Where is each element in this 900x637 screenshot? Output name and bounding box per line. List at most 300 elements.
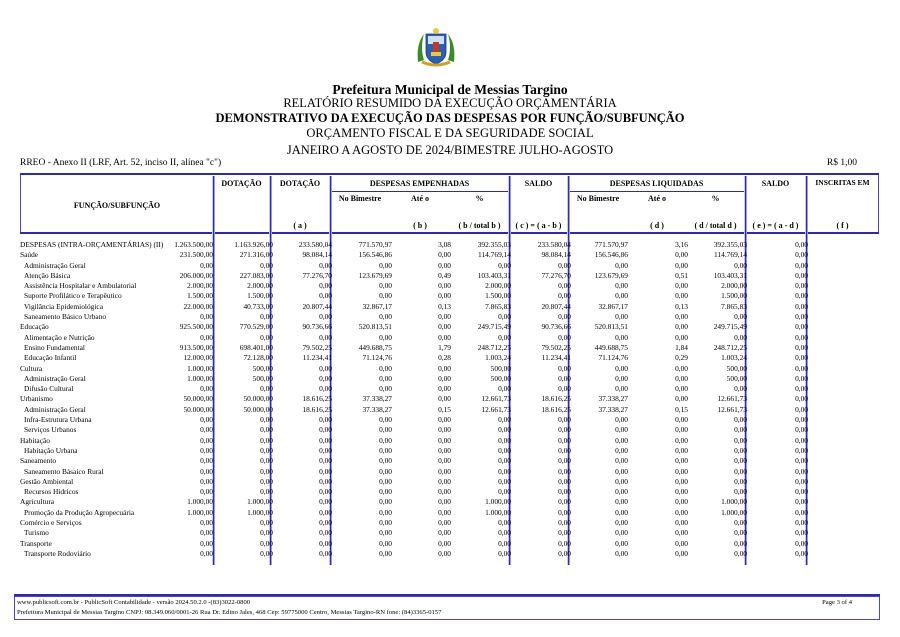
- row-value: 0,00: [319, 466, 332, 476]
- row-value: 7.865,83: [721, 301, 747, 311]
- table-row: [20, 415, 880, 425]
- report-title: DEMONSTRATIVO DA EXECUÇÃO DAS DESPESAS POR FUNÇÃO/SUBFUNÇÃO: [215, 111, 685, 125]
- row-value: 0,00: [558, 456, 571, 466]
- row-value: 0,00: [558, 291, 571, 301]
- row-value: 0,49: [438, 270, 451, 280]
- row-value: 0,00: [795, 250, 808, 260]
- row-value: 0,00: [260, 518, 273, 528]
- row-value: 0,28: [438, 353, 451, 363]
- row-value: 271.316,00: [239, 250, 273, 260]
- row-value: 1.000,00: [721, 497, 747, 507]
- row-value: 0,00: [675, 281, 688, 291]
- row-value: 0,00: [615, 507, 628, 517]
- row-value: 0,00: [795, 476, 808, 486]
- row-value: 0,00: [319, 415, 332, 425]
- row-value: 0,00: [615, 373, 628, 383]
- row-value: 12.661,73: [481, 394, 511, 404]
- row-label: Administração Geral: [24, 373, 86, 383]
- row-value: 0,00: [558, 528, 571, 538]
- row-value: 0,00: [558, 384, 571, 394]
- row-value: 1.500,00: [187, 291, 213, 301]
- row-value: 0,00: [200, 518, 213, 528]
- row-value: 0,00: [795, 342, 808, 352]
- row-value: 0,00: [319, 487, 332, 497]
- row-value: 0,00: [379, 518, 392, 528]
- row-value: 0,00: [438, 332, 451, 342]
- table-row: [20, 508, 880, 518]
- row-value: 0,00: [734, 415, 747, 425]
- row-value: 0,00: [200, 435, 213, 445]
- table-header-bottom-rule: [20, 232, 879, 234]
- row-value: 0,00: [498, 260, 511, 270]
- row-label: Habitação: [20, 435, 50, 445]
- table-row: [20, 528, 880, 538]
- row-value: 0,00: [734, 476, 747, 486]
- row-label: Saúde: [20, 250, 39, 260]
- row-value: 0,00: [319, 291, 332, 301]
- row-value: 90.736,66: [302, 322, 332, 332]
- row-value: 0,00: [795, 301, 808, 311]
- table-row: [20, 333, 880, 343]
- row-label: Suporte Profilático e Terapêutico: [24, 291, 122, 301]
- row-value: 0,00: [438, 312, 451, 322]
- row-value: 0,00: [200, 456, 213, 466]
- row-value: 77.276,70: [302, 270, 332, 280]
- row-label: Urbanismo: [20, 394, 53, 404]
- col-header-dotacao-a: ( a ): [293, 221, 307, 230]
- row-value: 0,00: [795, 425, 808, 435]
- row-value: 0,00: [260, 466, 273, 476]
- row-value: 50.000,00: [243, 394, 273, 404]
- row-value: 0,00: [498, 548, 511, 558]
- row-value: 0,00: [675, 445, 688, 455]
- row-value: 0,00: [498, 487, 511, 497]
- row-value: 0,00: [379, 281, 392, 291]
- col-header-inscritas-f: ( f ): [836, 221, 849, 230]
- row-label: Habitação Urbana: [24, 445, 78, 455]
- row-value: 0,00: [675, 528, 688, 538]
- table-row: [20, 436, 880, 446]
- row-label: Transporte Rodoviário: [24, 548, 91, 558]
- report-period: JANEIRO A AGOSTO DE 2024/BIMESTRE JULHO-AGOSTO: [286, 143, 614, 157]
- row-value: 79.502,25: [302, 342, 332, 352]
- row-value: 0,13: [438, 301, 451, 311]
- row-value: 0,00: [438, 384, 451, 394]
- row-value: 0,00: [615, 332, 628, 342]
- row-value: 0,00: [558, 363, 571, 373]
- row-value: 0,00: [558, 312, 571, 322]
- row-value: 249.715,49: [713, 322, 747, 332]
- row-value: 0,00: [615, 528, 628, 538]
- table-row: [20, 384, 880, 394]
- row-value: 500,00: [252, 373, 273, 383]
- row-value: 0,00: [615, 445, 628, 455]
- row-value: 0,00: [795, 518, 808, 528]
- budget-scope: ORÇAMENTO FISCAL E DA SEGURIDADE SOCIAL: [306, 126, 594, 140]
- row-label: Transporte: [20, 538, 52, 548]
- table-row: [20, 549, 880, 559]
- row-value: 123.679,69: [358, 270, 392, 280]
- row-value: 0,00: [734, 332, 747, 342]
- row-value: 0,00: [795, 497, 808, 507]
- row-label: Educação Infantil: [24, 353, 77, 363]
- col-header-liq-d: ( d ): [650, 221, 664, 230]
- row-value: 20.807,44: [541, 301, 571, 311]
- row-value: 0,00: [260, 415, 273, 425]
- row-value: 0,00: [615, 538, 628, 548]
- row-value: 0,00: [379, 528, 392, 538]
- row-value: 0,00: [498, 528, 511, 538]
- row-value: 0,00: [558, 425, 571, 435]
- table-top-rule: [20, 173, 879, 175]
- row-value: 0,00: [734, 466, 747, 476]
- row-label: Recursos Hídricos: [24, 487, 79, 497]
- row-value: 0,00: [379, 548, 392, 558]
- row-value: 0,00: [438, 425, 451, 435]
- row-value: 0,00: [438, 394, 451, 404]
- row-value: 0,00: [379, 466, 392, 476]
- row-value: 248.712,25: [713, 342, 747, 352]
- row-value: 0,00: [319, 384, 332, 394]
- row-value: 0,00: [675, 373, 688, 383]
- row-value: 0,00: [438, 466, 451, 476]
- row-value: 0,00: [438, 548, 451, 558]
- row-value: 12.661,73: [717, 404, 747, 414]
- row-value: 0,00: [379, 415, 392, 425]
- row-value: 520.813,51: [594, 322, 628, 332]
- row-value: 1.000,00: [485, 497, 511, 507]
- row-value: 0,00: [260, 476, 273, 486]
- row-value: 0,00: [319, 435, 332, 445]
- row-value: 0,00: [260, 425, 273, 435]
- row-value: 0,00: [438, 476, 451, 486]
- row-value: 500,00: [726, 363, 747, 373]
- row-value: 0,00: [558, 373, 571, 383]
- row-value: 0,00: [558, 476, 571, 486]
- row-value: 0,00: [795, 270, 808, 280]
- row-value: 0,00: [200, 548, 213, 558]
- row-label: Agricultura: [20, 497, 55, 507]
- row-value: 0,00: [795, 312, 808, 322]
- row-value: 0,00: [795, 384, 808, 394]
- row-value: 0,00: [615, 363, 628, 373]
- empenhadas-group-rule: [330, 191, 509, 192]
- row-value: 0,00: [734, 260, 747, 270]
- row-value: 449.688,75: [594, 342, 628, 352]
- row-label: Saneamento: [20, 456, 57, 466]
- row-value: 0,00: [200, 538, 213, 548]
- row-label: Serviços Urbanos: [24, 425, 77, 435]
- row-value: 0,00: [615, 415, 628, 425]
- row-value: 0,00: [795, 528, 808, 538]
- table-row: [20, 425, 880, 435]
- row-value: 0,00: [438, 445, 451, 455]
- row-value: 233.580,04: [298, 240, 332, 249]
- row-value: 0,00: [795, 332, 808, 342]
- row-value: 103.403,31: [713, 270, 747, 280]
- row-value: 0,00: [260, 445, 273, 455]
- row-value: 50.000,00: [183, 394, 213, 404]
- row-value: 0,00: [675, 250, 688, 260]
- row-value: 1.000,00: [485, 507, 511, 517]
- row-value: 0,00: [498, 466, 511, 476]
- row-value: 0,00: [319, 518, 332, 528]
- row-value: 37.338,27: [362, 404, 392, 414]
- table-row: [20, 240, 880, 250]
- row-value: 0,00: [319, 497, 332, 507]
- row-label: Vigilância Epidemiológica: [24, 301, 103, 311]
- row-value: 22.000,00: [183, 301, 213, 311]
- table-row: [20, 487, 880, 497]
- col-header-emp-b: ( b ): [413, 221, 427, 230]
- row-value: 0,00: [498, 425, 511, 435]
- row-value: 500,00: [252, 363, 273, 373]
- row-value: 79.502,25: [541, 342, 571, 352]
- row-label: Atenção Básica: [24, 270, 71, 280]
- row-value: 0,00: [498, 456, 511, 466]
- row-value: 0,00: [675, 312, 688, 322]
- table-row: [20, 518, 880, 528]
- row-value: 0,00: [200, 312, 213, 322]
- row-value: 156.546,86: [594, 250, 628, 260]
- row-value: 0,00: [260, 548, 273, 558]
- row-value: 0,00: [734, 548, 747, 558]
- row-value: 71.124,76: [598, 353, 628, 363]
- row-value: 0,00: [438, 291, 451, 301]
- organization-name: Prefeitura Municipal de Messias Targino: [332, 82, 568, 97]
- table-row: [20, 261, 880, 271]
- row-value: 0,00: [675, 487, 688, 497]
- row-value: 0,00: [615, 518, 628, 528]
- row-value: 0,00: [795, 322, 808, 332]
- row-value: 0,00: [795, 456, 808, 466]
- row-value: 0,00: [379, 312, 392, 322]
- table-row: [20, 302, 880, 312]
- row-value: 231.500,00: [179, 250, 213, 260]
- row-value: 0,00: [615, 312, 628, 322]
- row-value: 37.338,27: [598, 404, 628, 414]
- row-value: 0,00: [200, 384, 213, 394]
- row-value: 1.000,00: [187, 507, 213, 517]
- col-header-saldo-c-formula: ( c ) = ( a - b ): [515, 221, 562, 230]
- annex-reference: RREO - Anexo II (LRF, Art. 52, inciso II, alínea "c"): [20, 158, 222, 168]
- table-row: [20, 539, 880, 549]
- table-row: [20, 291, 880, 301]
- row-value: 500,00: [490, 363, 511, 373]
- row-value: 0,00: [260, 487, 273, 497]
- row-value: 0,00: [498, 415, 511, 425]
- row-value: 0,00: [379, 445, 392, 455]
- row-value: 0,15: [438, 404, 451, 414]
- table-row: [20, 281, 880, 291]
- row-value: 0,00: [795, 353, 808, 363]
- row-label: Saneamento Básaico Rural: [24, 466, 104, 476]
- row-value: 0,00: [319, 363, 332, 373]
- row-value: 0,00: [319, 445, 332, 455]
- row-value: 2.000,00: [187, 281, 213, 291]
- row-value: 0,00: [319, 281, 332, 291]
- row-value: 0,00: [615, 291, 628, 301]
- row-value: 206.000,00: [179, 270, 213, 280]
- row-value: 0,00: [558, 487, 571, 497]
- row-value: 0,00: [319, 456, 332, 466]
- row-value: 20.807,44: [302, 301, 332, 311]
- row-value: 114.769,14: [478, 250, 511, 260]
- row-value: 90.736,66: [541, 322, 571, 332]
- row-value: 2.000,00: [485, 281, 511, 291]
- row-value: 1.000,00: [187, 497, 213, 507]
- row-value: 0,00: [260, 312, 273, 322]
- row-value: 248.712,25: [477, 342, 511, 352]
- row-value: 0,00: [615, 435, 628, 445]
- row-value: 925.500,00: [179, 322, 213, 332]
- row-value: 1.000,00: [721, 507, 747, 517]
- table-row: [20, 446, 880, 456]
- row-value: 1.003,24: [721, 353, 747, 363]
- row-value: 0,00: [438, 538, 451, 548]
- row-value: 40.733,00: [243, 301, 273, 311]
- row-value: 0,00: [795, 240, 808, 249]
- row-value: 0,00: [675, 497, 688, 507]
- row-value: 0,00: [615, 548, 628, 558]
- row-label: Ensino Fundamental: [24, 342, 85, 352]
- row-value: 0,00: [675, 260, 688, 270]
- row-value: 0,00: [498, 312, 511, 322]
- table-row: [20, 312, 880, 322]
- row-value: 0,00: [795, 538, 808, 548]
- row-value: 233.580,04: [537, 240, 571, 249]
- row-value: 0,00: [795, 291, 808, 301]
- row-value: 0,00: [319, 476, 332, 486]
- row-value: 0,00: [615, 384, 628, 394]
- row-value: 1.263.500,00: [174, 240, 213, 249]
- row-value: 0,00: [498, 476, 511, 486]
- row-value: 0,00: [558, 435, 571, 445]
- row-value: 1.000,00: [247, 497, 273, 507]
- row-value: 0,00: [615, 466, 628, 476]
- row-value: 50.000,00: [243, 404, 273, 414]
- row-value: 0,29: [675, 353, 688, 363]
- row-value: 0,00: [200, 487, 213, 497]
- row-value: 11.234,41: [541, 353, 571, 363]
- row-label: Promoção da Produção Agropecuária: [24, 507, 135, 517]
- table-row: [20, 497, 880, 507]
- row-value: 0,00: [319, 373, 332, 383]
- row-value: 1.000,00: [187, 363, 213, 373]
- col-header-funcao: FUNÇÃO/SUBFUNÇÃO: [73, 201, 161, 210]
- row-value: 0,00: [795, 548, 808, 558]
- row-value: 0,00: [379, 291, 392, 301]
- row-value: 0,00: [615, 497, 628, 507]
- row-value: 0,00: [795, 363, 808, 373]
- row-value: 0,00: [379, 332, 392, 342]
- row-value: 0,00: [675, 507, 688, 517]
- row-label: Infra-Estrutura Urbana: [24, 415, 92, 425]
- row-value: 0,00: [734, 456, 747, 466]
- col-header-saldo-c: SALDO: [524, 179, 553, 188]
- row-value: 0,00: [438, 373, 451, 383]
- row-value: 0,00: [260, 528, 273, 538]
- row-value: 0,00: [379, 487, 392, 497]
- row-value: 1.163.926,00: [234, 240, 273, 249]
- row-value: 0,00: [438, 281, 451, 291]
- row-value: 0,00: [438, 487, 451, 497]
- col-header-saldo-e: SALDO: [761, 179, 790, 188]
- row-value: 0,00: [438, 363, 451, 373]
- row-value: 0,15: [675, 404, 688, 414]
- row-value: 0,00: [379, 425, 392, 435]
- row-value: 0,00: [379, 373, 392, 383]
- row-value: 0,00: [734, 538, 747, 548]
- row-value: 18.616,25: [541, 394, 571, 404]
- row-value: 0,00: [200, 425, 213, 435]
- row-label: Assistência Hospitalar e Ambulatorial: [24, 281, 137, 291]
- row-value: 0,00: [795, 435, 808, 445]
- row-value: 0,00: [379, 507, 392, 517]
- row-value: 114.769,14: [714, 250, 747, 260]
- table-body: [20, 240, 880, 559]
- row-value: 3,08: [438, 240, 451, 249]
- row-value: 0,00: [795, 487, 808, 497]
- row-label: Administração Geral: [24, 260, 86, 270]
- row-value: 0,00: [438, 435, 451, 445]
- row-label: DESPESAS (INTRA-ORÇAMENTÁRIAS) (II): [20, 240, 164, 249]
- row-value: 0,00: [795, 260, 808, 270]
- row-value: 0,00: [734, 425, 747, 435]
- row-label: Administração Geral: [24, 404, 86, 414]
- table-row: [20, 322, 880, 332]
- report-name: RELATÓRIO RESUMIDO DA EXECUÇÃO ORÇAMENTÁRIA: [283, 96, 617, 110]
- row-value: 0,00: [675, 456, 688, 466]
- row-value: 698.401,00: [239, 342, 273, 352]
- row-value: 0,00: [498, 538, 511, 548]
- row-value: 1.000,00: [187, 373, 213, 383]
- row-value: 0,00: [795, 373, 808, 383]
- table-row: [20, 353, 880, 363]
- row-value: 0,00: [438, 456, 451, 466]
- row-value: 0,00: [438, 507, 451, 517]
- row-value: 0,00: [795, 507, 808, 517]
- row-value: 77.276,70: [541, 270, 571, 280]
- row-value: 0,00: [675, 291, 688, 301]
- row-value: 0,00: [558, 466, 571, 476]
- row-value: 520.813,51: [358, 322, 392, 332]
- row-value: 0,00: [319, 260, 332, 270]
- row-label: Cultura: [20, 363, 43, 373]
- row-value: 0,00: [498, 445, 511, 455]
- row-value: 0,00: [200, 260, 213, 270]
- row-value: 18.616,25: [541, 404, 571, 414]
- row-label: Turismo: [24, 528, 49, 538]
- row-value: 0,00: [734, 487, 747, 497]
- row-value: 0,13: [675, 301, 688, 311]
- row-value: 0,00: [379, 538, 392, 548]
- row-value: 0,00: [558, 260, 571, 270]
- row-value: 0,00: [615, 281, 628, 291]
- row-value: 0,00: [379, 260, 392, 270]
- table-row: [20, 271, 880, 281]
- row-value: 0,00: [734, 312, 747, 322]
- row-value: 0,00: [675, 518, 688, 528]
- row-value: 0,00: [260, 435, 273, 445]
- row-value: 1.500,00: [721, 291, 747, 301]
- row-value: 0,00: [615, 476, 628, 486]
- table-row: [20, 250, 880, 260]
- row-value: 392.355,03: [477, 240, 511, 249]
- page-number: Page 3 of 4: [822, 599, 852, 606]
- row-value: 0,00: [675, 425, 688, 435]
- table-row: [20, 477, 880, 487]
